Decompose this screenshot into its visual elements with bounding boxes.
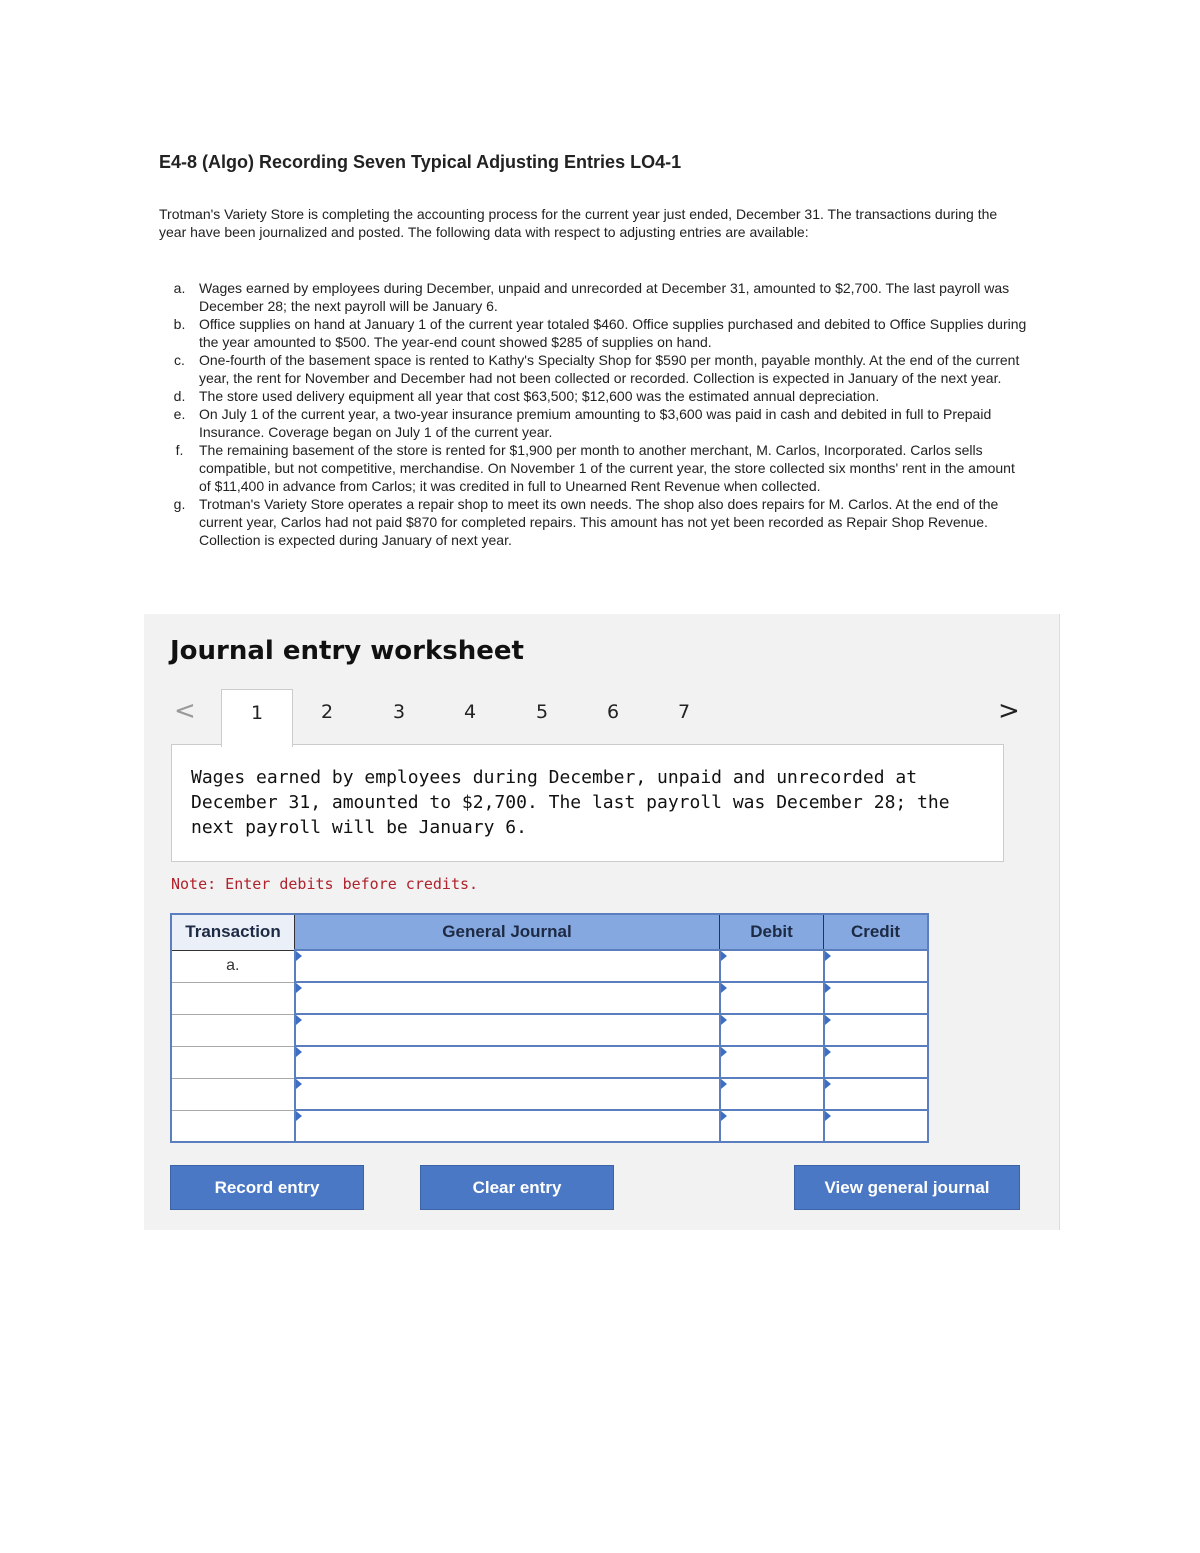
item-text: On July 1 of the current year, a two-year insurance premium amounting to $3,600 was paid in cash and debited in full to Prepaid Insurance. Coverage began on July 1 of the current year. bbox=[199, 406, 992, 440]
account-input[interactable] bbox=[295, 982, 720, 1014]
table-row bbox=[171, 950, 928, 982]
header-transaction: Transaction bbox=[171, 914, 295, 950]
transaction-cell: a. bbox=[171, 950, 295, 982]
transaction-cell bbox=[171, 1046, 295, 1078]
list-item bbox=[160, 441, 1030, 495]
transaction-cell bbox=[171, 1014, 295, 1046]
table-row bbox=[171, 1110, 928, 1142]
list-item bbox=[160, 279, 1030, 315]
credit-input[interactable] bbox=[824, 1078, 929, 1110]
account-input[interactable] bbox=[295, 1110, 720, 1142]
clear-entry-button[interactable]: Clear entry bbox=[420, 1165, 614, 1210]
header-debit: Debit bbox=[720, 914, 824, 950]
list-item bbox=[160, 495, 1030, 549]
credit-input[interactable] bbox=[824, 1110, 929, 1142]
tab-6[interactable]: 6 bbox=[606, 701, 620, 723]
table-row bbox=[171, 982, 928, 1014]
tab-4[interactable]: 4 bbox=[463, 701, 477, 723]
chevron-right-icon[interactable]: > bbox=[998, 696, 1020, 726]
item-text: The remaining basement of the store is rented for $1,900 per month to another merchant, M. Carlos, Incorporated. Carlos sells compatible, but not competitive, merchandise. On November 1 of the current year, the store collected six months' rent in the amount of $11,400 in advance from Carlos; it was credited in full to Unearned Rent Revenue when collected. bbox=[199, 442, 1015, 494]
header-general-journal: General Journal bbox=[295, 914, 720, 950]
table-row bbox=[171, 1078, 928, 1110]
item-text: Wages earned by employees during December, unpaid and unrecorded at December 31, amounted to $2,700. The last payroll was December 28; the next payroll will be January 6. bbox=[199, 280, 1010, 314]
item-letter: d. bbox=[173, 388, 186, 404]
item-text: The store used delivery equipment all year that cost $63,500; $12,600 was the estimated annual depreciation. bbox=[199, 388, 880, 404]
tab-7[interactable]: 7 bbox=[677, 701, 691, 723]
adjustment-list bbox=[160, 279, 1030, 549]
transaction-cell bbox=[171, 1110, 295, 1142]
credit-input[interactable] bbox=[824, 1046, 929, 1078]
tab-2[interactable]: 2 bbox=[320, 701, 334, 723]
journal-table bbox=[170, 913, 929, 1143]
credit-input[interactable] bbox=[824, 950, 929, 982]
debit-input[interactable] bbox=[720, 1046, 824, 1078]
debit-input[interactable] bbox=[720, 950, 824, 982]
item-letter: f. bbox=[175, 442, 184, 458]
account-input[interactable] bbox=[295, 950, 720, 982]
transaction-cell bbox=[171, 982, 295, 1014]
transaction-prompt bbox=[171, 744, 1004, 862]
item-letter: a. bbox=[173, 280, 186, 296]
problem-intro: Trotman's Variety Store is completing the accounting process for the current year just ended, December 31. The transactions during the year have been journalized and posted. The following data with respect to adjusting entries are available: bbox=[159, 206, 998, 240]
tab-3[interactable]: 3 bbox=[392, 701, 406, 723]
transaction-cell bbox=[171, 1078, 295, 1110]
credit-input[interactable] bbox=[824, 982, 929, 1014]
table-row bbox=[171, 1046, 928, 1078]
account-input[interactable] bbox=[295, 1046, 720, 1078]
chevron-left-icon[interactable]: < bbox=[174, 696, 196, 726]
item-text: One-fourth of the basement space is rented to Kathy's Specialty Shop for $590 per month, payable monthly. At the end of the current year, the rent for November and December had not been collected or recorded. Collection is expected in January of the next year. bbox=[199, 352, 1020, 386]
debit-input[interactable] bbox=[720, 1014, 824, 1046]
item-letter: c. bbox=[174, 352, 185, 368]
item-letter: g. bbox=[173, 496, 186, 512]
list-item bbox=[160, 387, 1030, 405]
header-credit: Credit bbox=[824, 914, 929, 950]
worksheet-title: Journal entry worksheet bbox=[170, 636, 524, 666]
view-general-journal-button[interactable]: View general journal bbox=[794, 1165, 1020, 1210]
debit-input[interactable] bbox=[720, 982, 824, 1014]
account-input[interactable] bbox=[295, 1014, 720, 1046]
problem-title: E4-8 (Algo) Recording Seven Typical Adjusting Entries LO4-1 bbox=[159, 152, 682, 172]
record-entry-button[interactable]: Record entry bbox=[170, 1165, 364, 1210]
debit-input[interactable] bbox=[720, 1078, 824, 1110]
item-text: Office supplies on hand at January 1 of the current year totaled $460. Office supplies purchased and debited to Office Supplies during the year amounted to $500. The year-end count showed $285 of supplies on hand. bbox=[199, 316, 1027, 350]
table-row bbox=[171, 1014, 928, 1046]
account-input[interactable] bbox=[295, 1078, 720, 1110]
journal-entry-worksheet bbox=[144, 614, 1060, 1230]
item-text: Trotman's Variety Store operates a repair shop to meet its own needs. The shop also does repairs for M. Carlos. At the end of the current year, Carlos had not paid $870 for completed repairs. This amount has not yet been recorded as Repair Shop Revenue. Collection is expected during January of next year. bbox=[199, 496, 999, 548]
prompt-text: Wages earned by employees during December, unpaid and unrecorded at December 31, amounted to $2,700. The last payroll was December 28; the next payroll will be January 6. bbox=[191, 767, 950, 838]
item-letter: e. bbox=[173, 406, 186, 422]
list-item bbox=[160, 405, 1030, 441]
note-text: Note: Enter debits before credits. bbox=[171, 875, 479, 893]
item-letter: b. bbox=[173, 316, 186, 332]
credit-input[interactable] bbox=[824, 1014, 929, 1046]
debit-input[interactable] bbox=[720, 1110, 824, 1142]
list-item bbox=[160, 315, 1030, 351]
tab-5[interactable]: 5 bbox=[535, 701, 549, 723]
list-item bbox=[160, 351, 1030, 387]
tab-1[interactable]: 1 bbox=[221, 689, 293, 747]
